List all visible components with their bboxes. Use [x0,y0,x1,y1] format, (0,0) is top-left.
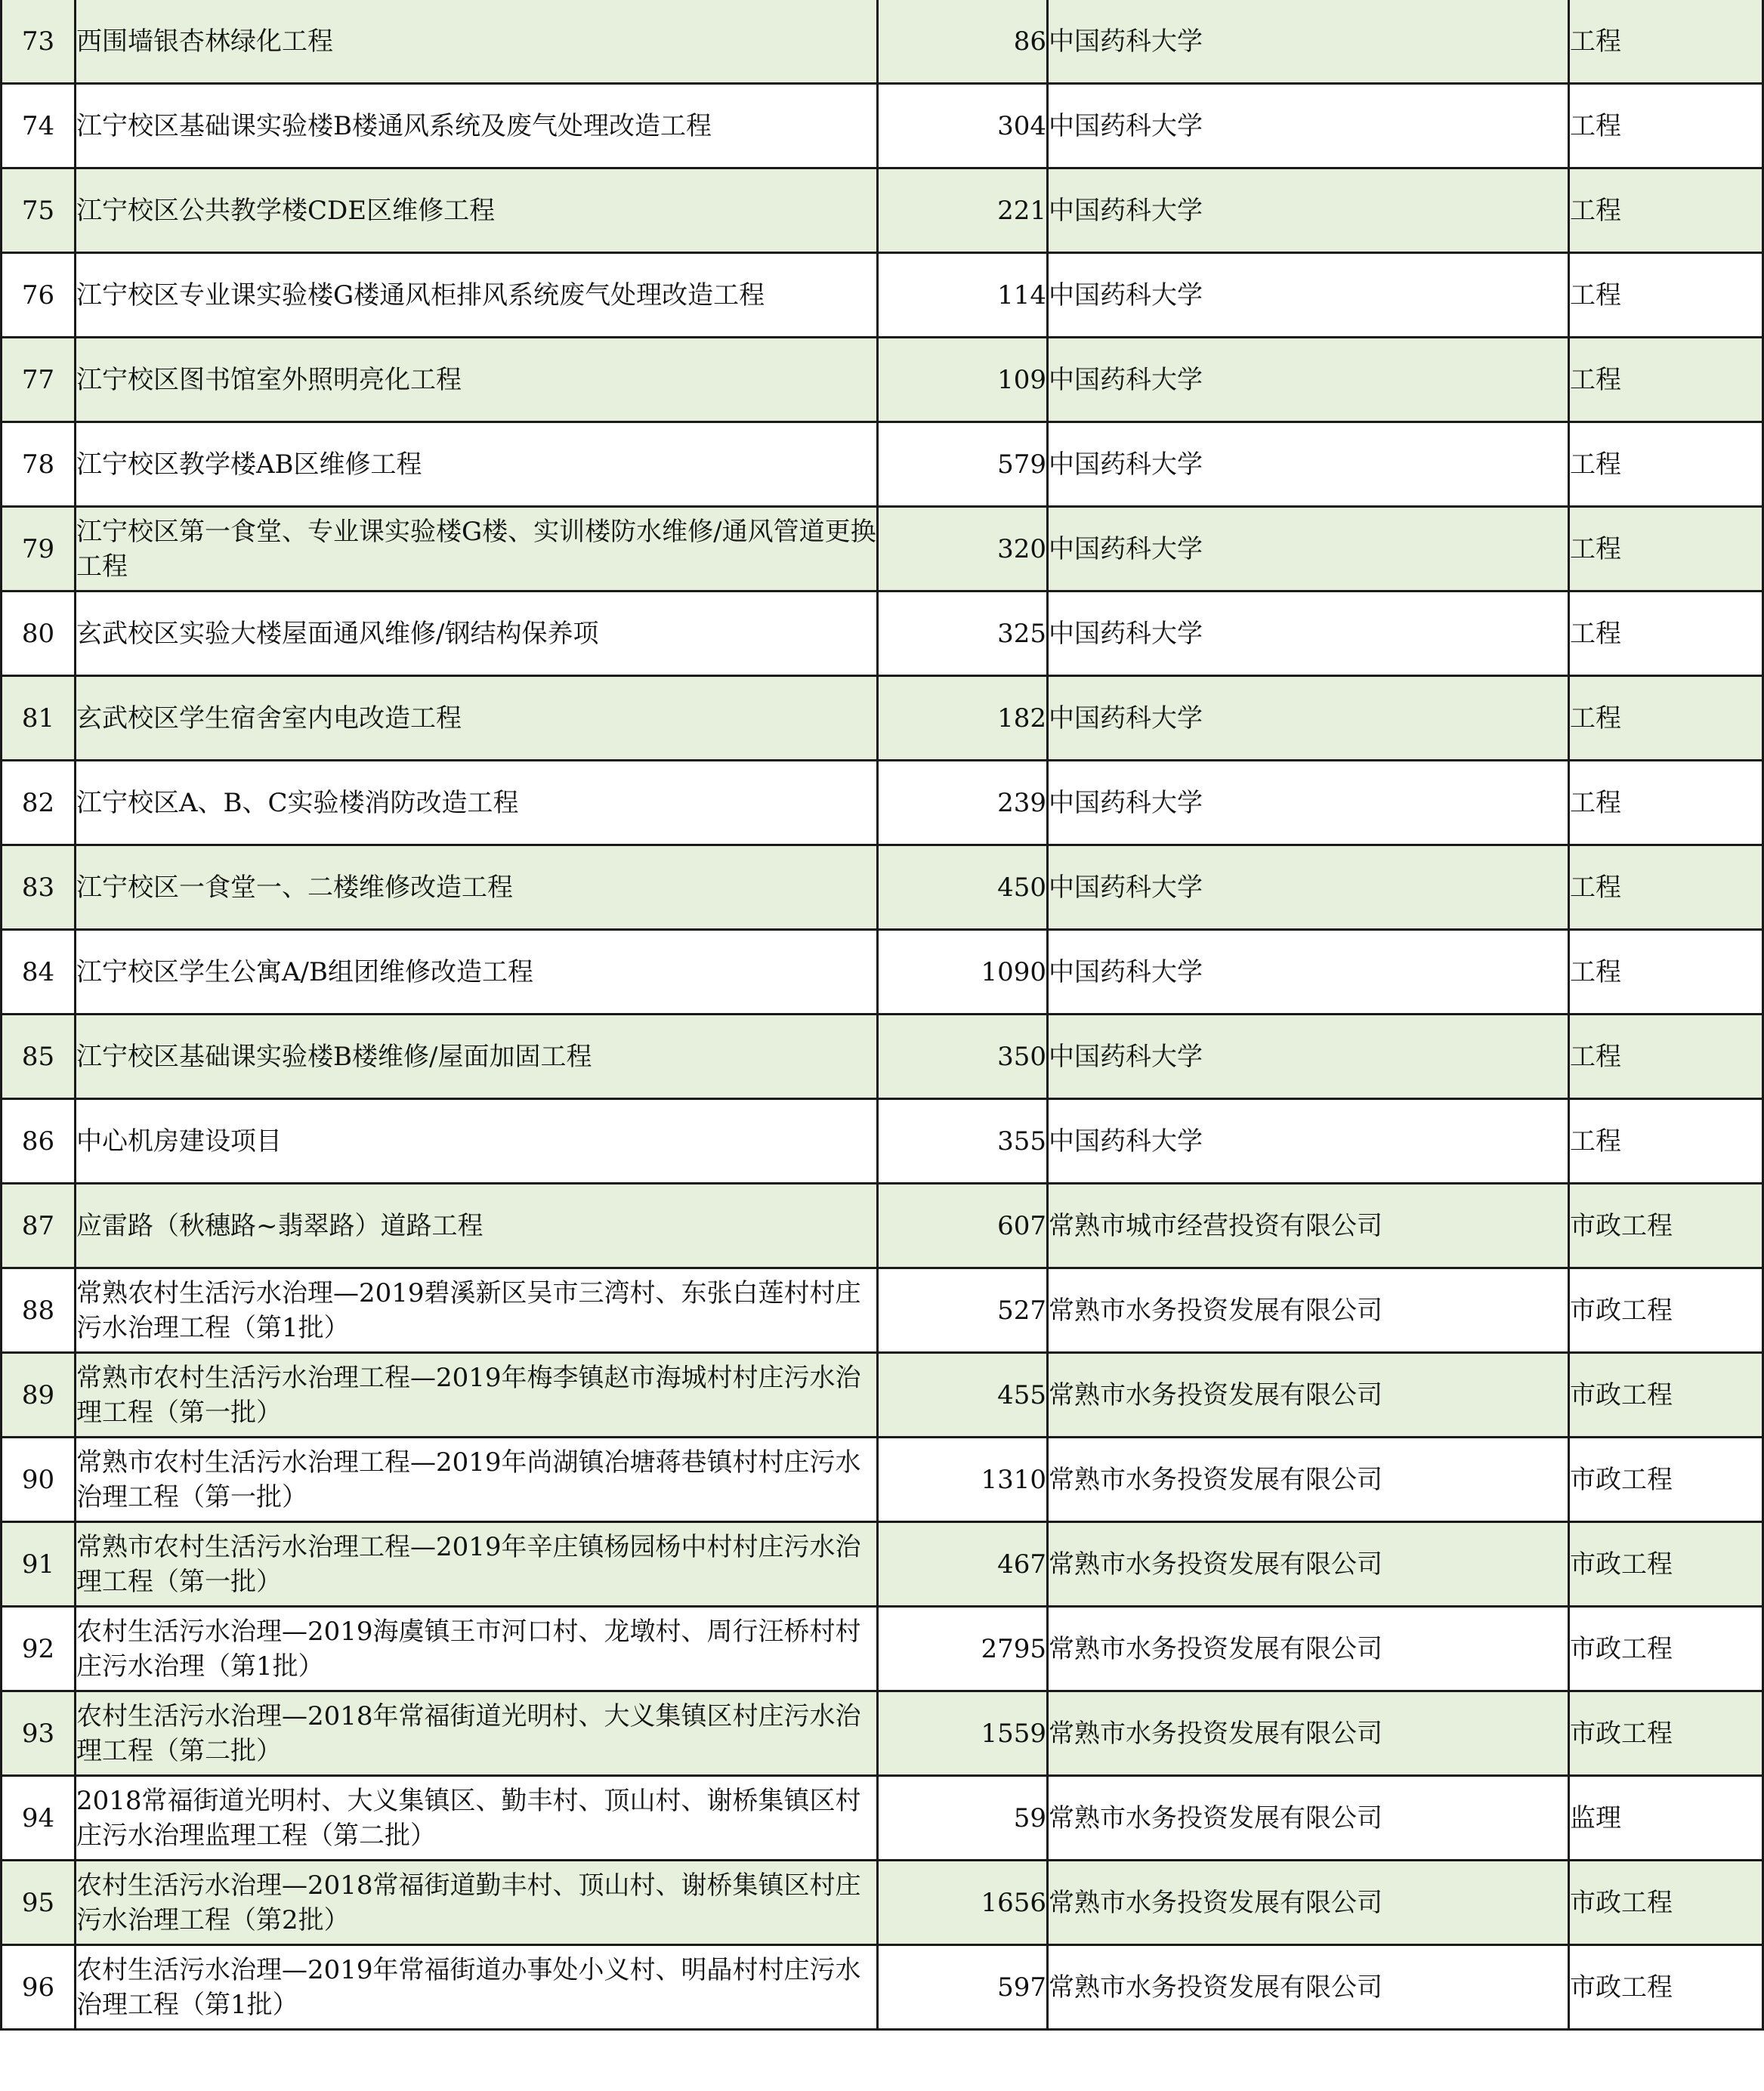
project-name-cell: 玄武校区学生宿舍室内电改造工程 [76,676,878,761]
row-number-cell: 78 [2,422,76,507]
project-type-cell: 工程 [1569,591,1763,676]
amount-cell: 355 [878,1099,1048,1184]
table-row [2,930,1763,1015]
table-row [2,845,1763,930]
table-row [2,1438,1763,1522]
organization-cell: 中国药科大学 [1048,845,1569,930]
organization-cell: 常熟市水务投资发展有限公司 [1048,1776,1569,1861]
organization-cell: 中国药科大学 [1048,1099,1569,1184]
project-name-cell: 西围墙银杏林绿化工程 [76,0,878,84]
table-row [2,253,1763,338]
row-number-cell: 77 [2,338,76,422]
project-name-cell: 农村生活污水治理—2019海虞镇王市河口村、龙墩村、周行汪桥村村庄污水治理（第1批） [76,1607,878,1691]
table-row [2,1268,1763,1353]
row-number-cell: 74 [2,84,76,168]
amount-cell: 1090 [878,930,1048,1015]
project-name-cell: 江宁校区学生公寓A/B组团维修改造工程 [76,930,878,1015]
organization-cell: 中国药科大学 [1048,507,1569,591]
amount-cell: 1656 [878,1861,1048,1945]
amount-cell: 455 [878,1353,1048,1438]
organization-cell: 常熟市城市经营投资有限公司 [1048,1184,1569,1268]
project-name-cell: 江宁校区A、B、C实验楼消防改造工程 [76,761,878,845]
row-number-cell: 94 [2,1776,76,1861]
row-number-cell: 84 [2,930,76,1015]
organization-cell: 中国药科大学 [1048,253,1569,338]
row-number-cell: 92 [2,1607,76,1691]
table-row [2,676,1763,761]
table-row [2,591,1763,676]
amount-cell: 1310 [878,1438,1048,1522]
project-type-cell: 市政工程 [1569,1438,1763,1522]
amount-cell: 239 [878,761,1048,845]
table-row [2,1353,1763,1438]
row-number-cell: 95 [2,1861,76,1945]
table-row [2,761,1763,845]
row-number-cell: 82 [2,761,76,845]
project-name-cell: 2018常福街道光明村、大义集镇区、勤丰村、顶山村、谢桥集镇区村庄污水治理监理工程（第二批） [76,1776,878,1861]
project-type-cell: 工程 [1569,845,1763,930]
row-number-cell: 87 [2,1184,76,1268]
project-type-cell: 市政工程 [1569,1268,1763,1353]
amount-cell: 1559 [878,1691,1048,1776]
organization-cell: 中国药科大学 [1048,1015,1569,1099]
amount-cell: 467 [878,1522,1048,1607]
row-number-cell: 86 [2,1099,76,1184]
table-row [2,0,1763,84]
amount-cell: 182 [878,676,1048,761]
amount-cell: 114 [878,253,1048,338]
project-name-cell: 农村生活污水治理—2019年常福街道办事处小义村、明晶村村庄污水治理工程（第1批） [76,1945,878,2030]
project-type-cell: 工程 [1569,0,1763,84]
project-name-cell: 应雷路（秋穗路~翡翠路）道路工程 [76,1184,878,1268]
row-number-cell: 83 [2,845,76,930]
project-name-cell: 江宁校区公共教学楼CDE区维修工程 [76,168,878,253]
project-name-cell: 农村生活污水治理—2018年常福街道光明村、大义集镇区村庄污水治理工程（第二批） [76,1691,878,1776]
organization-cell: 中国药科大学 [1048,761,1569,845]
project-name-cell: 常熟市农村生活污水治理工程—2019年梅李镇赵市海城村村庄污水治理工程（第一批） [76,1353,878,1438]
project-type-cell: 市政工程 [1569,1522,1763,1607]
organization-cell: 中国药科大学 [1048,422,1569,507]
amount-cell: 2795 [878,1607,1048,1691]
project-type-cell: 工程 [1569,338,1763,422]
amount-cell: 221 [878,168,1048,253]
organization-cell: 中国药科大学 [1048,168,1569,253]
project-type-cell: 市政工程 [1569,1861,1763,1945]
table-row [2,168,1763,253]
table-row [2,1522,1763,1607]
row-number-cell: 96 [2,1945,76,2030]
row-number-cell: 85 [2,1015,76,1099]
table-row [2,1776,1763,1861]
table-row [2,1945,1763,2030]
table-row [2,338,1763,422]
organization-cell: 中国药科大学 [1048,930,1569,1015]
project-type-cell: 工程 [1569,507,1763,591]
table-row [2,1099,1763,1184]
amount-cell: 527 [878,1268,1048,1353]
project-name-cell: 中心机房建设项目 [76,1099,878,1184]
table-row [2,1691,1763,1776]
project-name-cell: 江宁校区第一食堂、专业课实验楼G楼、实训楼防水维修/通风管道更换工程 [76,507,878,591]
project-name-cell: 江宁校区图书馆室外照明亮化工程 [76,338,878,422]
row-number-cell: 91 [2,1522,76,1607]
project-name-cell: 农村生活污水治理—2018常福街道勤丰村、顶山村、谢桥集镇区村庄污水治理工程（第2批） [76,1861,878,1945]
organization-cell: 常熟市水务投资发展有限公司 [1048,1861,1569,1945]
amount-cell: 320 [878,507,1048,591]
project-name-cell: 常熟市农村生活污水治理工程—2019年辛庄镇杨园杨中村村庄污水治理工程（第一批） [76,1522,878,1607]
row-number-cell: 93 [2,1691,76,1776]
row-number-cell: 80 [2,591,76,676]
project-type-cell: 市政工程 [1569,1607,1763,1691]
row-number-cell: 81 [2,676,76,761]
project-type-cell: 工程 [1569,676,1763,761]
organization-cell: 常熟市水务投资发展有限公司 [1048,1607,1569,1691]
project-name-cell: 江宁校区基础课实验楼B楼通风系统及废气处理改造工程 [76,84,878,168]
table-row [2,1184,1763,1268]
project-type-cell: 市政工程 [1569,1945,1763,2030]
organization-cell: 常熟市水务投资发展有限公司 [1048,1945,1569,2030]
project-type-cell: 市政工程 [1569,1353,1763,1438]
amount-cell: 325 [878,591,1048,676]
project-table-body [2,0,1763,2030]
project-type-cell: 工程 [1569,930,1763,1015]
project-type-cell: 工程 [1569,761,1763,845]
amount-cell: 59 [878,1776,1048,1861]
organization-cell: 常熟市水务投资发展有限公司 [1048,1522,1569,1607]
amount-cell: 597 [878,1945,1048,2030]
project-name-cell: 玄武校区实验大楼屋面通风维修/钢结构保养项 [76,591,878,676]
project-type-cell: 监理 [1569,1776,1763,1861]
table-row [2,1607,1763,1691]
row-number-cell: 75 [2,168,76,253]
project-type-cell: 工程 [1569,1099,1763,1184]
project-type-cell: 工程 [1569,1015,1763,1099]
project-type-cell: 工程 [1569,422,1763,507]
organization-cell: 常熟市水务投资发展有限公司 [1048,1438,1569,1522]
table-row [2,1015,1763,1099]
amount-cell: 86 [878,0,1048,84]
row-number-cell: 88 [2,1268,76,1353]
amount-cell: 350 [878,1015,1048,1099]
row-number-cell: 73 [2,0,76,84]
project-type-cell: 工程 [1569,253,1763,338]
organization-cell: 中国药科大学 [1048,338,1569,422]
project-name-cell: 江宁校区一食堂一、二楼维修改造工程 [76,845,878,930]
organization-cell: 中国药科大学 [1048,676,1569,761]
project-type-cell: 市政工程 [1569,1691,1763,1776]
organization-cell: 常熟市水务投资发展有限公司 [1048,1691,1569,1776]
table-row [2,422,1763,507]
amount-cell: 304 [878,84,1048,168]
organization-cell: 中国药科大学 [1048,0,1569,84]
amount-cell: 607 [878,1184,1048,1268]
organization-cell: 常熟市水务投资发展有限公司 [1048,1268,1569,1353]
project-name-cell: 江宁校区专业课实验楼G楼通风柜排风系统废气处理改造工程 [76,253,878,338]
organization-cell: 中国药科大学 [1048,84,1569,168]
table-row [2,507,1763,591]
row-number-cell: 79 [2,507,76,591]
project-name-cell: 常熟市农村生活污水治理工程—2019年尚湖镇冶塘蒋巷镇村村庄污水治理工程（第一批） [76,1438,878,1522]
project-type-cell: 工程 [1569,84,1763,168]
table-row [2,1861,1763,1945]
organization-cell: 中国药科大学 [1048,591,1569,676]
row-number-cell: 89 [2,1353,76,1438]
row-number-cell: 76 [2,253,76,338]
project-type-cell: 工程 [1569,168,1763,253]
project-name-cell: 江宁校区教学楼AB区维修工程 [76,422,878,507]
project-type-cell: 市政工程 [1569,1184,1763,1268]
table-row [2,84,1763,168]
organization-cell: 常熟市水务投资发展有限公司 [1048,1353,1569,1438]
amount-cell: 109 [878,338,1048,422]
amount-cell: 579 [878,422,1048,507]
project-name-cell: 常熟农村生活污水治理—2019碧溪新区吴市三湾村、东张白莲村村庄污水治理工程（第1批） [76,1268,878,1353]
project-name-cell: 江宁校区基础课实验楼B楼维修/屋面加固工程 [76,1015,878,1099]
amount-cell: 450 [878,845,1048,930]
row-number-cell: 90 [2,1438,76,1522]
